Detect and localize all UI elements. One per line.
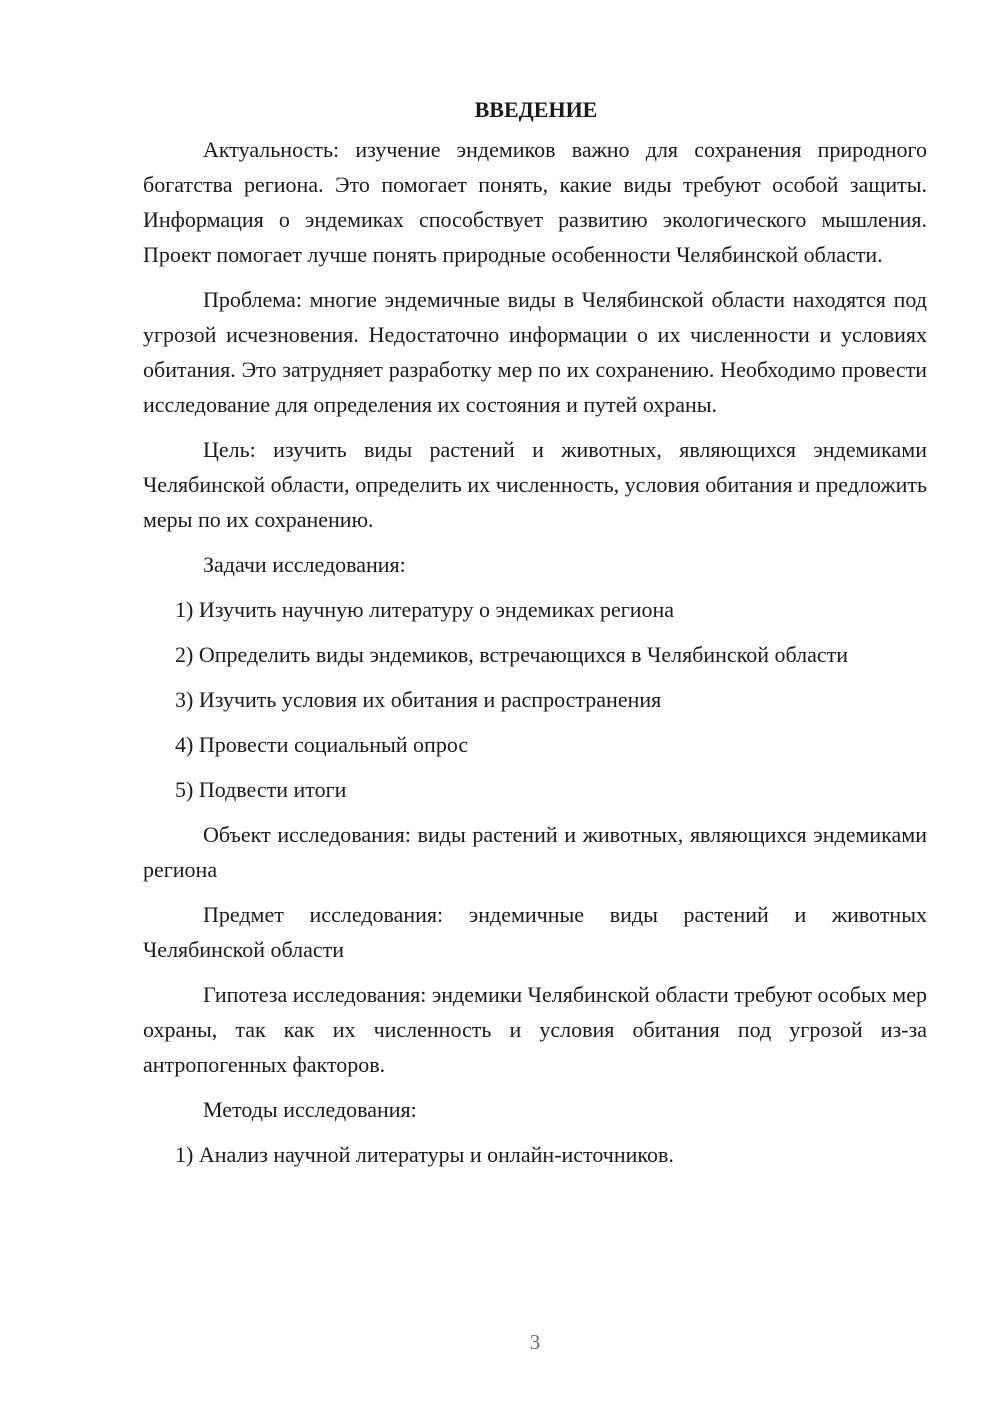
task-item: 5) Подвести итоги xyxy=(175,777,347,802)
tasks-heading: Задачи исследования: xyxy=(203,552,406,577)
section-title: ВВЕДЕНИЕ xyxy=(474,97,598,122)
object-paragraph: Объект исследования: виды растений и животных, являющихся эндемиками региона xyxy=(143,822,927,882)
methods-heading: Методы исследования: xyxy=(203,1097,417,1122)
page-content xyxy=(143,92,927,1182)
hypothesis-paragraph: Гипотеза исследования: эндемики Челябинской области требуют особых мер охраны, так как их численность и условия обитания под угрозой из-за антропогенных факторов. xyxy=(143,982,927,1077)
task-item: 3) Изучить условия их обитания и распространения xyxy=(175,687,662,712)
goal-paragraph: Цель: изучить виды растений и животных, являющихся эндемиками Челябинской области, определить их численность, условия обитания и предложить меры по их сохранению. xyxy=(143,437,927,532)
task-item: 2) Определить виды эндемиков, встречающихся в Челябинской области xyxy=(175,642,849,667)
problem-paragraph: Проблема: многие эндемичные виды в Челябинской области находятся под угрозой исчезновения. Недостаточно информации о их численности и условиях обитания. Это затрудняет разработку мер по их сохранению. Необходимо провести исследование для определения их состояния и путей охраны. xyxy=(143,287,927,417)
relevance-paragraph: Актуальность: изучение эндемиков важно для сохранения природного богатства региона. Это помогает понять, какие виды требуют особой защиты. Информация о эндемиках способствует развитию экологического мышления. Проект помогает лучше понять природные особенности Челябинской области. xyxy=(143,137,927,267)
subject-paragraph: Предмет исследования: эндемичные виды растений и животных Челябинской области xyxy=(143,902,927,962)
page-number: 3 xyxy=(529,1330,541,1354)
task-item: 1) Изучить научную литературу о эндемиках региона xyxy=(175,597,675,622)
method-item: 1) Анализ научной литературы и онлайн-источников. xyxy=(175,1142,674,1167)
task-item: 4) Провести социальный опрос xyxy=(175,732,469,757)
